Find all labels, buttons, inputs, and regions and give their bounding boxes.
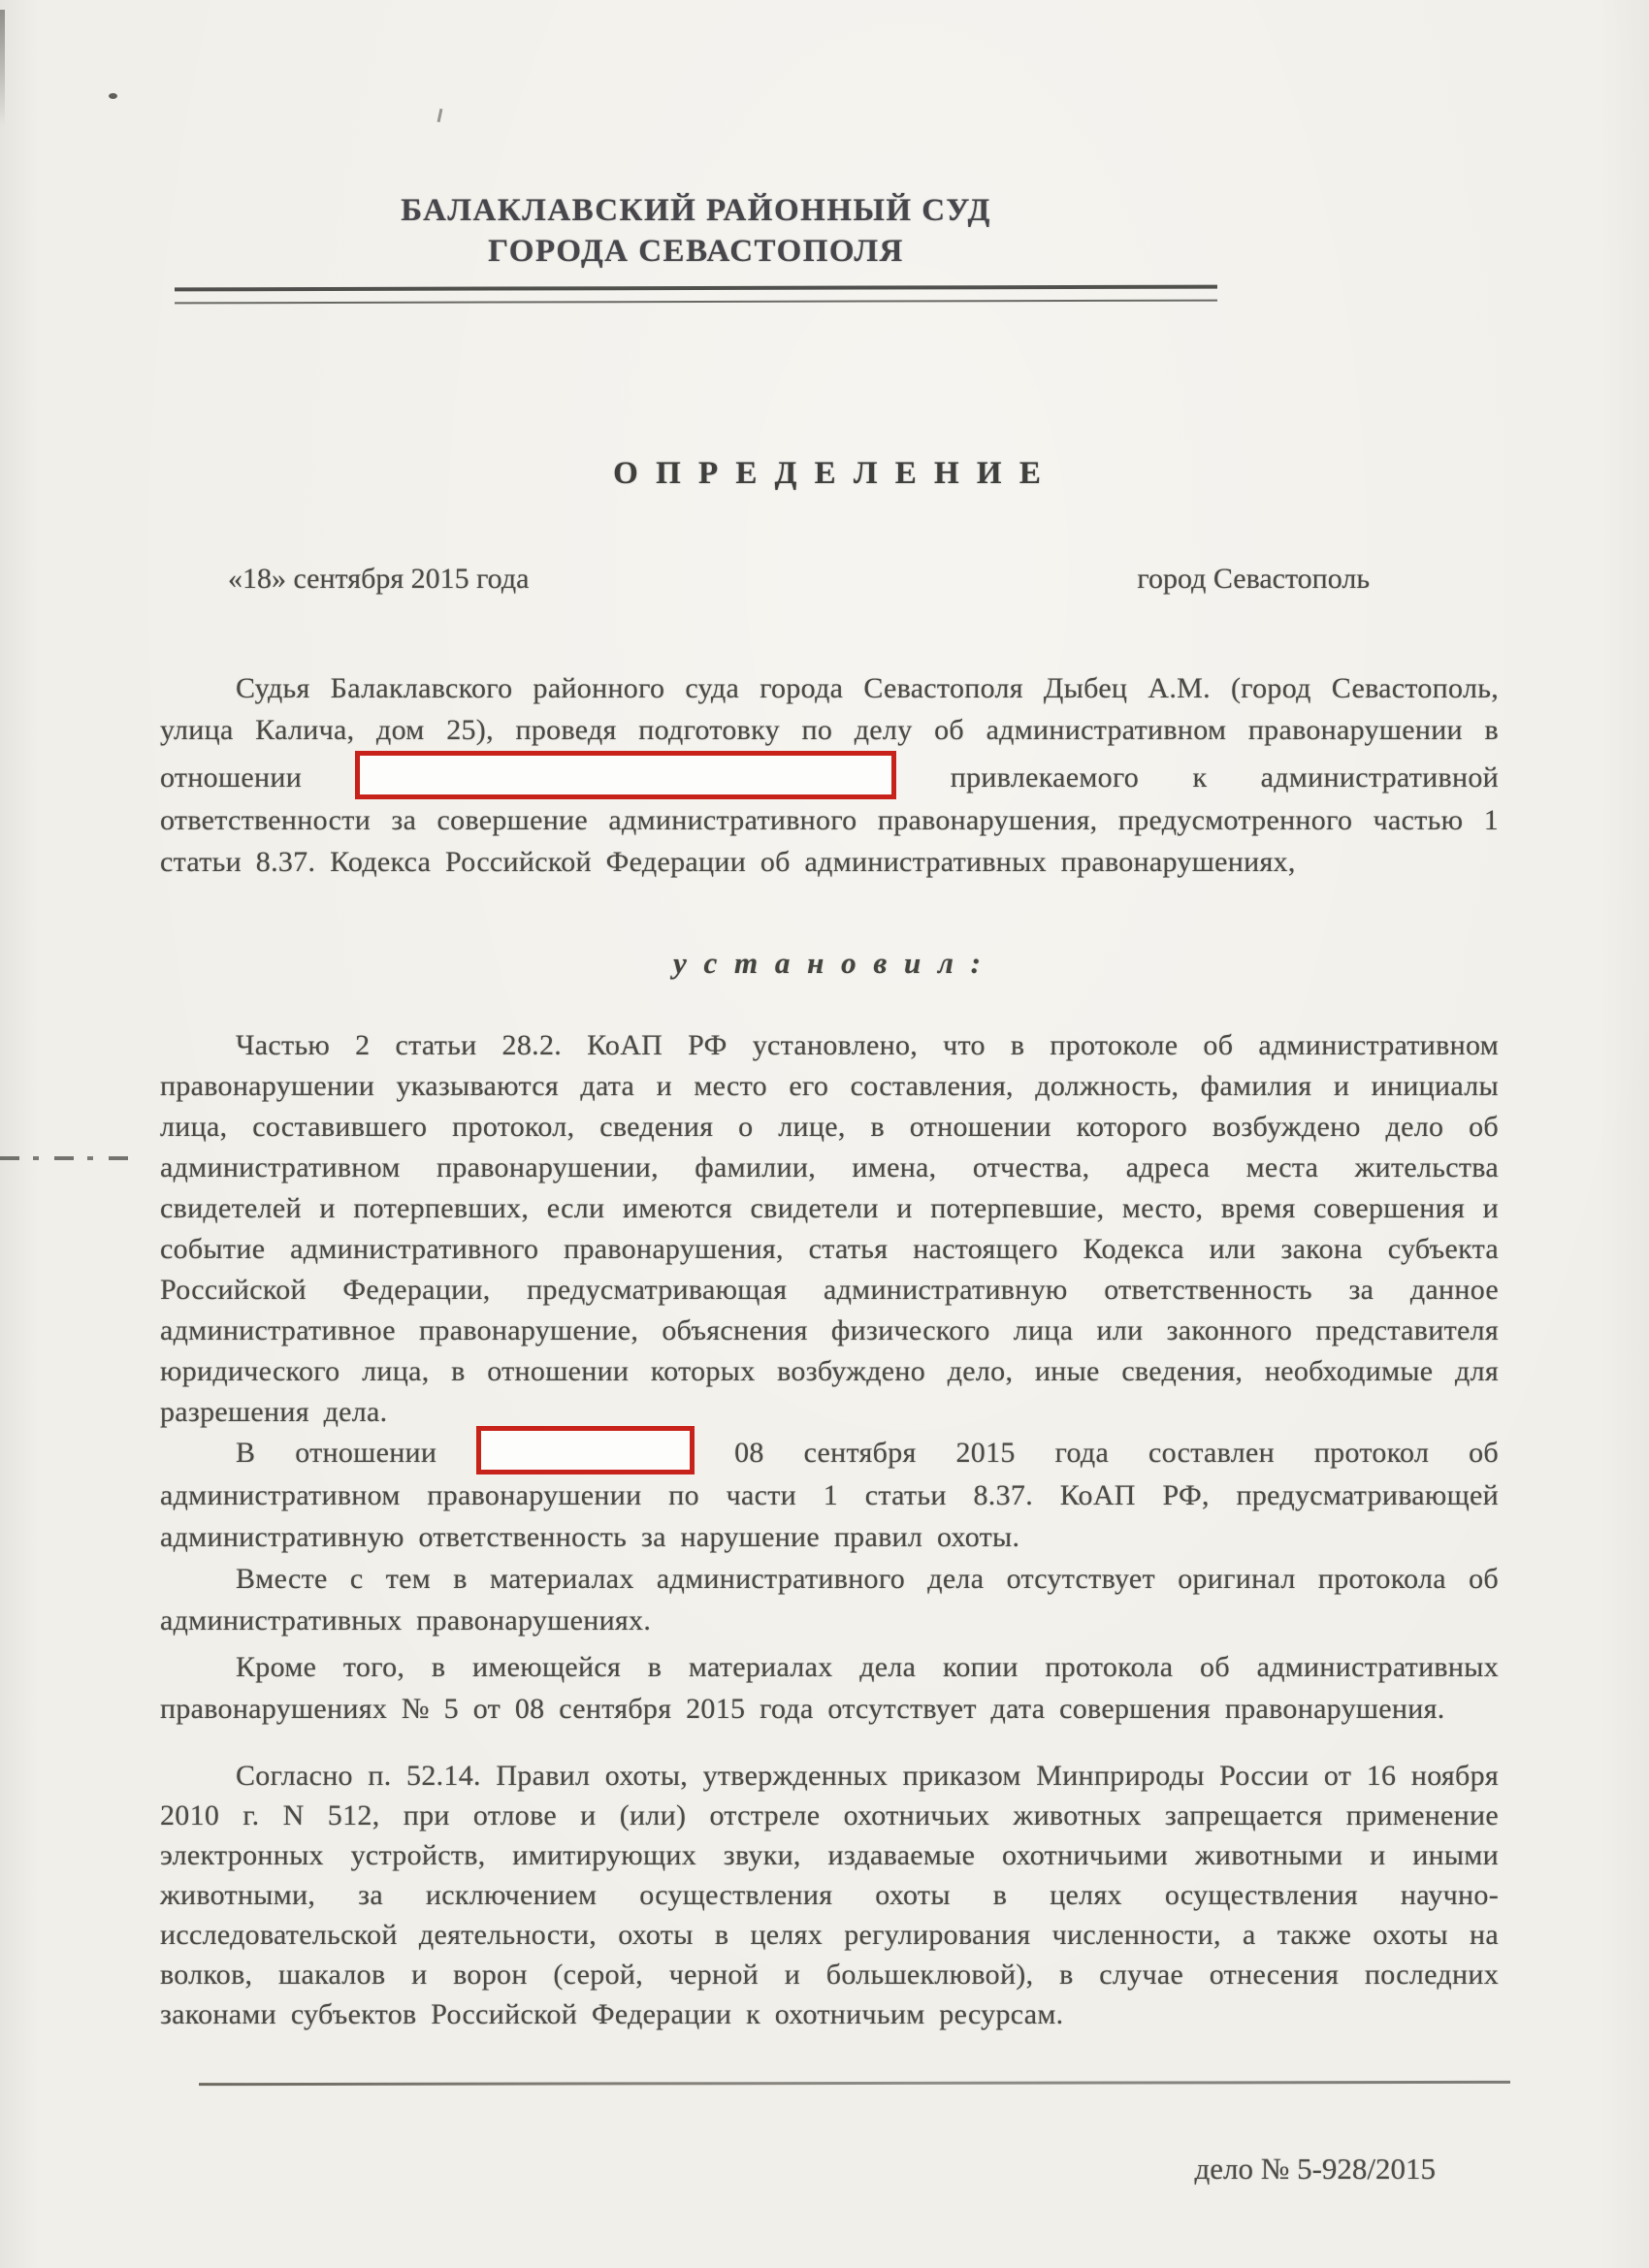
- scan-artifact-edge: [0, 10, 5, 126]
- paragraph-missing-original: Вместе с тем в материалах административного дела отсутствует оригинал протокола об административных правонарушениях.: [160, 1563, 1499, 1636]
- bottom-divider: [199, 2081, 1510, 2086]
- paragraph-missing-date: Кроме того, в имеющейся в материалах дела копии протокола об административных правонарушениях № 5 от 08 сентября 2015 года отсутствует дата совершения правонарушения.: [160, 1651, 1499, 1725]
- case-number: дело № 5-928/2015: [1194, 2152, 1436, 2186]
- paragraph-protocol: [160, 1426, 1499, 1558]
- court-header: [175, 190, 1217, 272]
- document-city: город Севастополь: [1137, 563, 1370, 595]
- scan-artifact-dashes: [0, 1156, 136, 1160]
- document-date: «18» сентября 2015 года: [228, 563, 530, 595]
- date-row: [160, 563, 1499, 596]
- scan-artifact-tick: [437, 109, 443, 122]
- header-divider: [175, 285, 1217, 305]
- protocol-text-after: 08 сентября 2015 года составлен протокол об административном правонарушении по части 1 статьи 8.37. КоАП РФ, предусматривающей административную ответственность за нарушение правил охоты.: [160, 1437, 1499, 1553]
- ustanovil-heading: у с т а н о в и л :: [673, 946, 986, 980]
- intro-text-before: Судья Балаклавского районного суда города Севастополя Дыбец А.М. (город Севастополь, улица Калича, дом 25), проведя подготовку по делу об административном правонарушении в отношении: [160, 672, 1499, 794]
- protocol-text-before: В отношении: [236, 1437, 437, 1469]
- redaction-box: [476, 1426, 695, 1474]
- scan-artifact-dot: [109, 93, 117, 99]
- court-name: БАЛАКЛАВСКИЙ РАЙОННЫЙ СУД: [401, 193, 991, 228]
- document-title: О П Р Е Д Е Л Е Н И Е: [613, 456, 1046, 491]
- redaction-box: [355, 751, 896, 799]
- intro-text-after: привлекаемого к административной ответственности за совершение административного правонарушения, предусмотренного частью 1 статьи 8.37. Кодекса Российской Федерации об административных правонарушениях,: [160, 761, 1499, 878]
- court-city: ГОРОДА СЕВАСТОПОЛЯ: [488, 234, 904, 269]
- paragraph-intro: [160, 667, 1499, 883]
- paragraph-koap-requirements: Частью 2 статьи 28.2. КоАП РФ установлено, что в протоколе об административном правонарушении указываются дата и место его составления, должность, фамилия и инициалы лица, составившего протокол, сведения о лице, в отношении которого возбуждено дело об административном правонарушении, фамилии, имена, отчества, адреса места жительства свидетелей и потерпевших, если имеются свидетели и потерпевшие, место, время совершения и событие административного правонарушения, статья настоящего Кодекса или закона субъекта Российской Федерации, предусматривающая административную ответственность за данное административное правонарушение, объяснения физического лица или законного представителя юридического лица, в отношении которых возбуждено дело, иные сведения, необходимые для разрешения дела.: [160, 1029, 1499, 1428]
- paragraph-hunting-rules: Согласно п. 52.14. Правил охоты, утвержденных приказом Минприроды России от 16 ноября 2010 г. N 512, при отлове и (или) отстреле охотничьих животных запрещается применение электронных устройств, имитирующих звуки, издаваемые охотничьими животными и иными животными, за исключением осуществления охоты в целях осуществления научно-исследовательской деятельности, охоты в целях регулирования численности, а также охоты на волков, шакалов и ворон (серой, черной и большеклювой), в случае отнесения последних законами субъектов Российской Федерации к охотничьим ресурсам.: [160, 1760, 1499, 2030]
